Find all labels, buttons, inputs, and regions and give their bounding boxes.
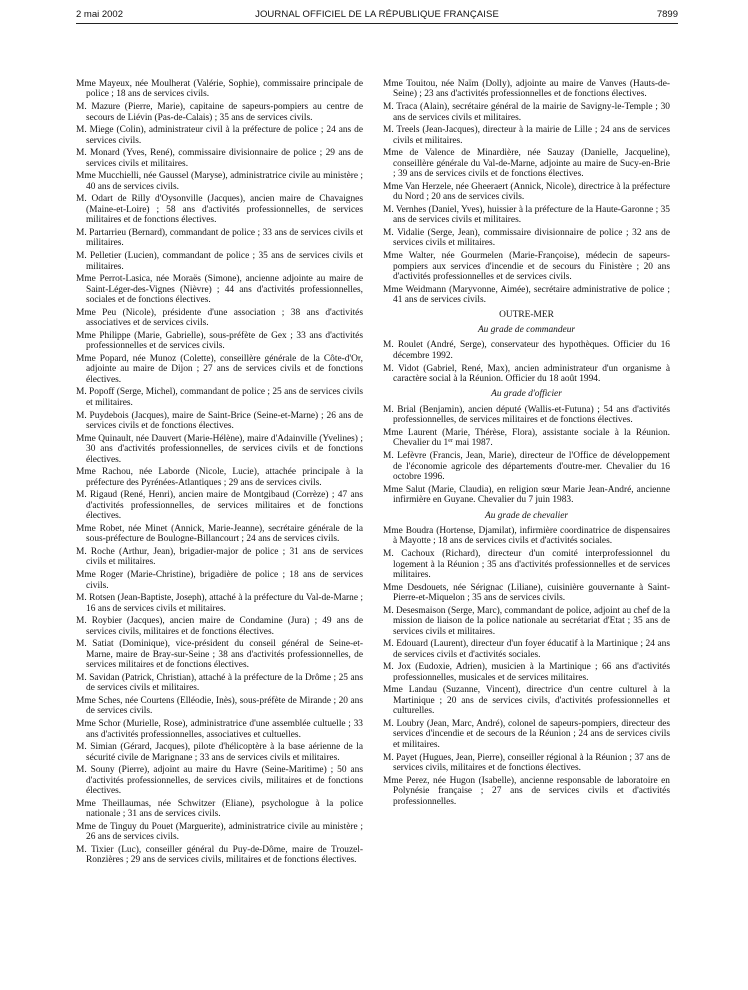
list-item: M. Monard (Yves, René), commissaire divisionnaire de police ; 29 ans de services civils et militaires. xyxy=(76,148,363,169)
list-item: M. Roybier (Jacques), ancien maire de Condamine (Jura) ; 49 ans de services civils, militaires et de fonctions électives. xyxy=(76,616,363,637)
list-item: M. Rotsen (Jean-Baptiste, Joseph), attaché à la préfecture du Val-de-Marne ; 16 ans de services civils et militaires. xyxy=(76,593,363,614)
list-item: M. Pelletier (Lucien), commandant de police ; 35 ans de services civils et militaires. xyxy=(76,251,363,272)
list-item: M. Vernhes (Daniel, Yves), huissier à la préfecture de la Haute-Garonne ; 35 ans de services civils et militaires. xyxy=(383,204,670,226)
list-item: M. Roulet (André, Serge), conservateur des hypothèques. Officier du 16 décembre 1992. xyxy=(383,340,670,361)
list-item: Mme Walter, née Gourmelen (Marie-Françoise), médecin de sapeurs-pompiers aux services d'incendie et de secours du Finistère ; 20 ans d'activités professionnelles et de services civils. xyxy=(383,251,670,283)
list-item: Mme Sches, née Courtens (Elléodie, Inès), sous-préfète de Mirande ; 20 ans de services civils. xyxy=(76,695,363,717)
list-item: M. Satiat (Dominique), vice-président du conseil général de Seine-et-Marne, maire de Bray-sur-Seine ; 38 ans d'activités professionnelles, de services militaires et de fonctions électives. xyxy=(76,639,363,671)
list-item: Mme de Valence de Minardière, née Sauzay (Danielle, Jacqueline), conseillère générale du Val-de-Marne, adjointe au maire de Sucy-en-Brie ; 39 ans de services civils et de fonctions électives. xyxy=(383,148,670,180)
chevalier-list xyxy=(383,526,670,807)
list-item: Mme Mucchielli, née Gaussel (Maryse), administratrice civile au ministère ; 40 ans de services civils. xyxy=(76,171,363,192)
list-item: M. Partarrieu (Bernard), commandant de police ; 33 ans de services civils et militaires. xyxy=(76,228,363,249)
list-item: M. Vidalie (Serge, Jean), commissaire divisionnaire de police ; 32 ans de services civils et militaires. xyxy=(383,228,670,249)
list-item: M. Mazure (Pierre, Marie), capitaine de sapeurs-pompiers au centre de secours de Liévin (Pas-de-Calais) ; 35 ans de services civils. xyxy=(76,102,363,123)
list-item: M. Jox (Eudoxie, Adrien), musicien à la Martinique ; 66 ans d'activités professionnelles, musicales et de services militaires. xyxy=(383,662,670,683)
list-item: Mme Schor (Murielle, Rose), administratrice d'une assemblée cultuelle ; 33 ans d'activités professionnelles, associatives et cultuelles. xyxy=(76,719,363,740)
right-column xyxy=(383,79,670,809)
list-item: Mme Van Herzele, née Gheeraert (Annick, Nicole), directrice à la préfecture du Nord ; 20 ans de services civils. xyxy=(383,181,670,203)
list-item: Mme Philippe (Marie, Gabrielle), sous-préfète de Gex ; 33 ans d'activités professionnelles et de services civils. xyxy=(76,330,363,352)
list-item: Mme Quinault, née Dauvert (Marie-Hélène), maire d'Adainville (Yvelines) ; 30 ans d'activités professionnelles, de services civils et de fonctions électives. xyxy=(76,433,363,465)
subsection-title-commandeur: Au grade de commandeur xyxy=(477,325,576,336)
list-item: M. Simian (Gérard, Jacques), pilote d'hélicoptère à la base aérienne de la sécurité civile de Marignane ; 33 ans de services civils et militaires. xyxy=(76,742,363,763)
list-item: Mme Perez, née Hugon (Isabelle), ancienne responsable de laboratoire en Polynésie française ; 27 ans de services civils et d'activités professionnelles. xyxy=(383,775,670,807)
list-item: M. Rigaud (René, Henri), ancien maire de Montgibaud (Corrèze) ; 47 ans d'activités professionnelles, de services militaires et de fonctions électives. xyxy=(76,490,363,522)
list-item: Mme Theillaumas, née Schwitzer (Eliane), psychologue à la police nationale ; 31 ans de services civils. xyxy=(76,798,363,820)
list-item: Mme Desdouets, née Sérignac (Liliane), cuisinière gouvernante à Saint-Pierre-et-Miquelon ; 35 ans de services civils. xyxy=(383,582,670,604)
list-item: Mme Roger (Marie-Christine), brigadière de police ; 18 ans de services civils. xyxy=(76,570,363,591)
subsection-title-chevalier: Au grade de chevalier xyxy=(484,510,569,521)
right-top-list xyxy=(383,79,670,306)
commandeur-list xyxy=(383,340,670,384)
list-item: Mme Rachou, née Laborde (Nicole, Lucie), attachée principale à la préfecture des Pyrénées-Atlantiques ; 29 ans de services civils. xyxy=(76,467,363,488)
list-item: M. Payet (Hugues, Jean, Pierre), conseiller régional à la Réunion ; 37 ans de services civils, militaires et de fonctions électives. xyxy=(383,752,670,774)
list-item: M. Loubry (Jean, Marc, André), colonel de sapeurs-pompiers, directeur des services d'incendie et de secours de la Réunion ; 24 ans de services civils et militaires. xyxy=(383,719,670,750)
list-item: Mme Boudra (Hortense, Djamilat), infirmière coordinatrice de dispensaires à Mayotte ; 18 ans de services civils et d'activités sociales. xyxy=(383,526,670,547)
list-item: M. Souny (Pierre), adjoint au maire du Havre (Seine-Maritime) ; 50 ans d'activités professionnelles, de services civils, militaires et de fonctions électives. xyxy=(76,765,363,797)
list-item: Mme Mayeux, née Moulherat (Valérie, Sophie), commissaire principale de police ; 18 ans de services civils. xyxy=(76,79,363,100)
list-item: Mme Touitou, née Naïm (Dolly), adjointe au maire de Vanves (Hauts-de-Seine) ; 23 ans d'activités professionnelles et de fonctions électives. xyxy=(383,79,670,100)
header-journal-title: JOURNAL OFFICIEL DE LA RÉPUBLIQUE FRANÇAISE xyxy=(255,9,499,20)
list-item: M. Edouard (Laurent), directeur d'un foyer éducatif à la Martinique ; 24 ans de services civils et d'activités sociales. xyxy=(383,639,670,660)
list-item: M. Tixier (Luc), conseiller général du Puy-de-Dôme, maire de Trouzel-Ronzières ; 29 ans de services civils, militaires et de fonctions électives. xyxy=(76,844,363,866)
list-item: M. Vidot (Gabriel, René, Max), ancien administrateur d'un organisme à caractère social à la Réunion. Officier du 18 août 1994. xyxy=(383,363,670,385)
list-item: M. Desesmaison (Serge, Marc), commandant de police, adjoint au chef de la mission de liaison de la police nationale au secrétariat d'Etat ; 35 ans de services civils et militaires. xyxy=(383,605,670,637)
list-item: M. Brial (Benjamin), ancien député (Wallis-et-Futuna) ; 54 ans d'activités professionnelles, de services militaires et de fonctions électives. xyxy=(383,404,670,426)
header-date: 2 mai 2002 xyxy=(76,9,124,20)
header-page-number: 7899 xyxy=(656,9,678,20)
list-item: M. Cachoux (Richard), directeur d'un comité interprofessionnel du logement à la Réunion ; 35 ans d'activités professionnelles et de services militaires. xyxy=(383,549,670,581)
list-item: M. Lefèvre (Francis, Jean, Marie), directeur de l'Office de développement de l'économie agricole des départements d'outre-mer. Chevalier du 16 octobre 1996. xyxy=(383,451,670,483)
list-item: Mme Peu (Nicole), présidente d'une association ; 38 ans d'activités associatives et de services civils. xyxy=(76,307,363,329)
list-item: Mme de Tinguy du Pouet (Marguerite), administratrice civile au ministère ; 26 ans de services civils. xyxy=(76,821,363,843)
list-item: Mme Landau (Suzanne, Vincent), directrice d'un centre culturel à la Martinique ; 20 ans de services civils, d'activités professionnelles et culturelles. xyxy=(383,685,670,717)
list-item: Mme Popard, née Munoz (Colette), conseillère générale de la Côte-d'Or, adjointe au maire de Dijon ; 27 ans de services civils et de fonctions électives. xyxy=(76,353,363,385)
header-rule xyxy=(76,23,678,24)
list-item: M. Miege (Colin), administrateur civil à la préfecture de police ; 24 ans de services civils. xyxy=(76,125,363,146)
list-item: Mme Robet, née Minet (Annick, Marie-Jeanne), secrétaire générale de la sous-préfecture de Boulogne-Billancourt ; 24 ans de services civils. xyxy=(76,523,363,545)
list-item: Mme Perrot-Lasica, née Moraës (Simone), ancienne adjointe au maire de Saint-Léger-des-Vignes (Nièvre) ; 44 ans d'activités professionnelles, sociales et de fonctions électives. xyxy=(76,274,363,306)
subsection-title-officier: Au grade d'officier xyxy=(491,389,562,400)
officier-list xyxy=(383,405,670,506)
list-item: Mme Salut (Marie, Claudia), en religion sœur Marie Jean-André, ancienne infirmière en Guyane. Chevalier du 7 juin 1983. xyxy=(383,484,670,506)
list-item: M. Puydebois (Jacques), maire de Saint-Brice (Seine-et-Marne) ; 26 ans de services civils et de fonctions électives. xyxy=(76,410,363,432)
list-item: Mme Laurent (Marie, Thérèse, Flora), assistante sociale à la Réunion. Chevalier du 1er mai 1987. xyxy=(383,428,670,449)
page-header xyxy=(76,9,678,23)
list-item: M. Treels (Jean-Jacques), directeur à la mairie de Lille ; 24 ans de services civils et militaires. xyxy=(383,125,670,146)
left-column xyxy=(76,79,363,868)
section-title-outre-mer: OUTRE-MER xyxy=(499,309,554,320)
list-item: M. Odart de Rilly d'Oysonville (Jacques), ancien maire de Chavaignes (Maine-et-Loire) ; 58 ans d'activités professionnelles, de services militaires et de fonctions électives. xyxy=(76,194,363,226)
list-item: M. Roche (Arthur, Jean), brigadier-major de police ; 31 ans de services civils et militaires. xyxy=(76,546,363,568)
list-item: M. Savidan (Patrick, Christian), attaché à la préfecture de la Drôme ; 25 ans de services civils et militaires. xyxy=(76,672,363,694)
list-item: M. Popoff (Serge, Michel), commandant de police ; 25 ans de services civils et militaires. xyxy=(76,387,363,408)
list-item: Mme Weidmann (Maryvonne, Aimée), secrétaire administrative de police ; 41 ans de services civils. xyxy=(383,284,670,306)
list-item: M. Traca (Alain), secrétaire général de la mairie de Savigny-le-Temple ; 30 ans de services civils et militaires. xyxy=(383,102,670,123)
